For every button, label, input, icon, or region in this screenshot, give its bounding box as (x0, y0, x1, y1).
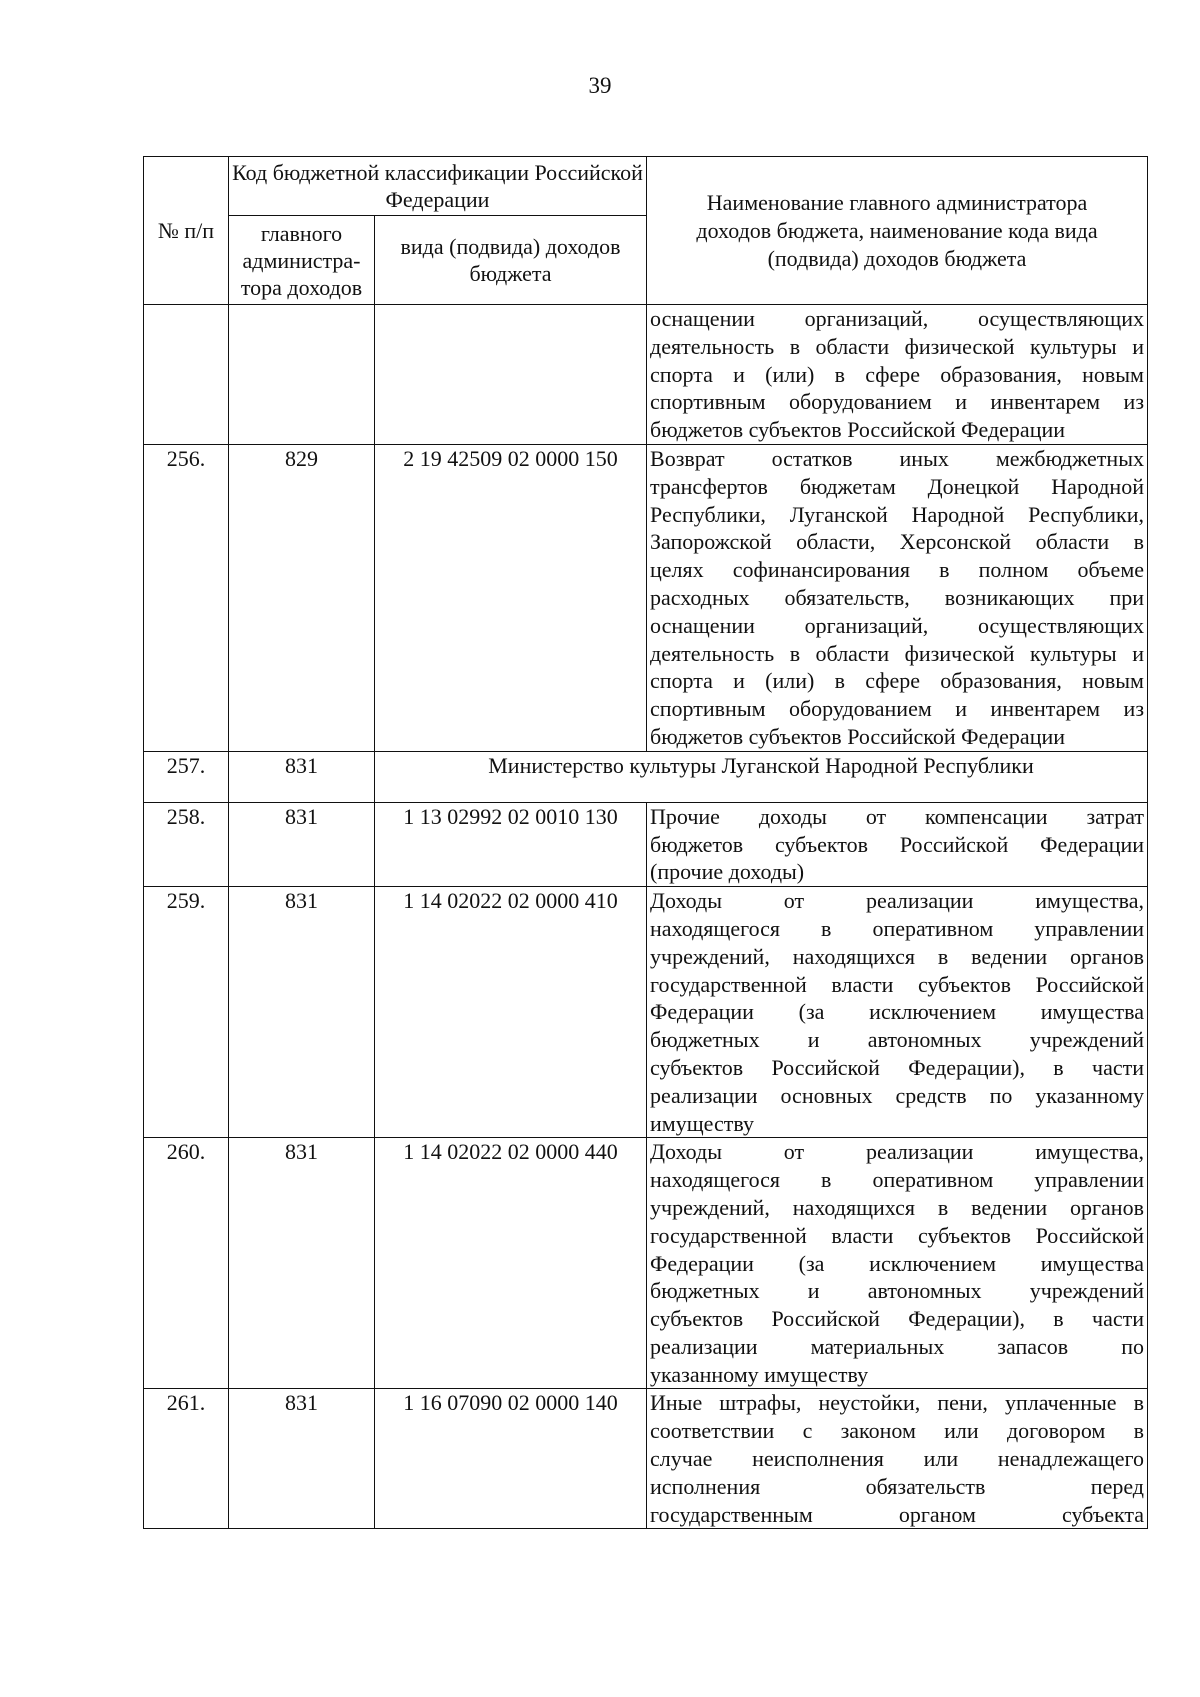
header-admin: главного администра- тора доходов (229, 216, 375, 305)
table-row (144, 887, 1148, 1138)
row-number: 257. (144, 751, 229, 802)
row-description: Возврат остатков иных межбюджетных трансфертов бюджетам Донецкой Народной Республики, Луганской Народной Республики, Запорожской области, Херсонской области в целях софинансирования в полном объеме расходных обязательств, возникающих при оснащении организаций, осуществляющих деятельность в области физической культуры и спорта и (или) в сфере образования, новым спортивным оборудованием и инвентарем из бюджетов субъектов Российской Федерации (647, 444, 1148, 751)
header-name: Наименование главного администратора доходов бюджета, наименование кода вида (подвида) доходов бюджета (647, 157, 1148, 305)
table-header (144, 157, 1148, 305)
table-row-group (144, 751, 1148, 802)
table-row (144, 1138, 1148, 1389)
table-row (144, 1389, 1148, 1529)
row-income-code: 1 16 07090 02 0000 140 (375, 1389, 647, 1529)
row-number: 258. (144, 802, 229, 886)
row-admin-code: 831 (229, 1389, 375, 1529)
row-number: 261. (144, 1389, 229, 1529)
row-income-code (375, 305, 647, 445)
table-row (144, 305, 1148, 445)
row-admin-code (229, 305, 375, 445)
row-admin-code: 829 (229, 444, 375, 751)
row-admin-code: 831 (229, 887, 375, 1138)
header-code-group: Код бюджетной классификации Российской Федерации (229, 157, 647, 216)
table-row (144, 444, 1148, 751)
row-description: Прочие доходы от компенсации затрат бюджетов субъектов Российской Федерации (прочие доходы) (647, 802, 1148, 886)
header-income-type: вида (подвида) доходов бюджета (375, 216, 647, 305)
table-body (144, 305, 1148, 1529)
row-income-code: 1 13 02992 02 0010 130 (375, 802, 647, 886)
table-row (144, 802, 1148, 886)
row-admin-code: 831 (229, 1138, 375, 1389)
row-income-code: 1 14 02022 02 0000 440 (375, 1138, 647, 1389)
budget-classification-table (143, 156, 1148, 1529)
row-number (144, 305, 229, 445)
row-description: Доходы от реализации имущества, находящегося в оперативном управлении учреждений, находящихся в ведении органов государственной власти субъектов Российской Федерации (за исключением имущества бюджетных и автономных учреждений субъектов Российской Федерации), в части реализации основных средств по указанному имуществу (647, 887, 1148, 1138)
row-income-code: 2 19 42509 02 0000 150 (375, 444, 647, 751)
row-number: 259. (144, 887, 229, 1138)
page-number: 39 (588, 73, 612, 98)
row-number: 260. (144, 1138, 229, 1389)
row-description: Иные штрафы, неустойки, пени, уплаченные в соответствии с законом или договором в случае неисполнения или ненадлежащего исполнения обязательств перед государственным органом субъекта (647, 1389, 1148, 1529)
row-group-title: Министерство культуры Луганской Народной Республики (375, 751, 1148, 802)
row-description: Доходы от реализации имущества, находящегося в оперативном управлении учреждений, находящихся в ведении органов государственной власти субъектов Российской Федерации (за исключением имущества бюджетных и автономных учреждений субъектов Российской Федерации), в части реализации материальных запасов по указанному имуществу (647, 1138, 1148, 1389)
row-number: 256. (144, 444, 229, 751)
row-admin-code: 831 (229, 802, 375, 886)
header-number: № п/п (144, 157, 229, 305)
row-admin-code: 831 (229, 751, 375, 802)
row-description: оснащении организаций, осуществляющих деятельность в области физической культуры и спорта и (или) в сфере образования, новым спортивным оборудованием и инвентарем из бюджетов субъектов Российской Федерации (647, 305, 1148, 445)
row-income-code: 1 14 02022 02 0000 410 (375, 887, 647, 1138)
